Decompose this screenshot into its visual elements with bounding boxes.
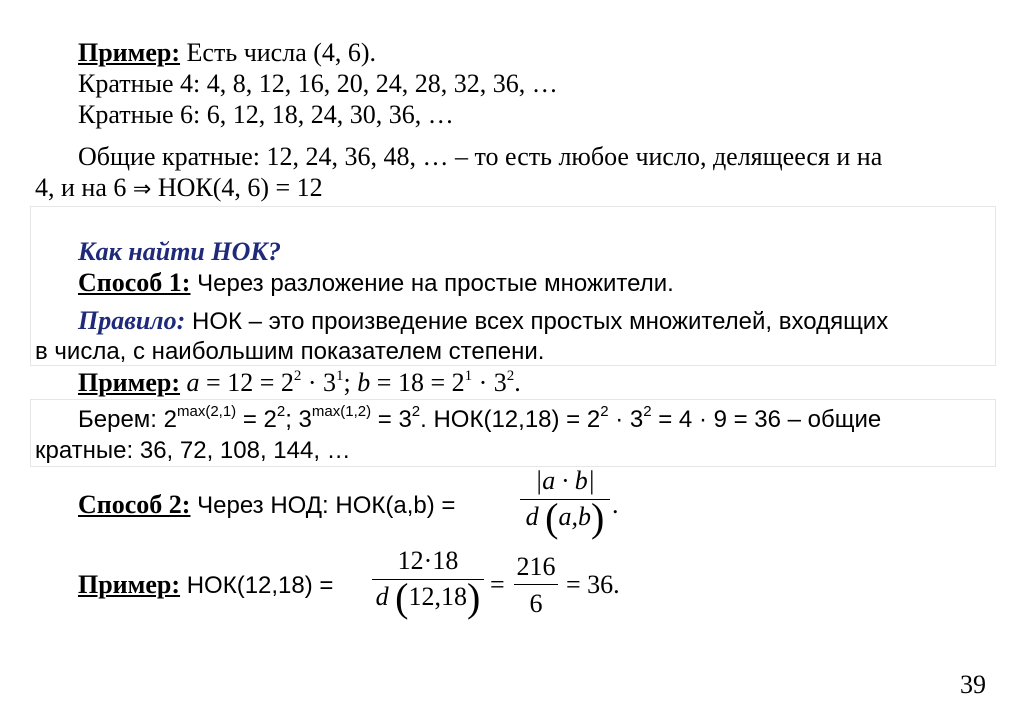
multiples-4-line: Кратные 4: 4, 8, 12, 16, 20, 24, 28, 32, 36, … (78, 69, 558, 98)
method2-fraction (520, 466, 610, 540)
how-to-find-title: Как найти НОК? (78, 237, 282, 266)
method2-numerator: |a · b| (535, 466, 595, 495)
example-3-line: Пример: НОК(12,18) = (78, 570, 334, 599)
example-line-1: Пример: Есть числа (4, 6). (78, 38, 377, 67)
example3-fraction (372, 546, 484, 620)
rule-line-2: в числа, с наибольшим показателем степени. (35, 338, 545, 365)
implies-icon: ⇒ (132, 177, 152, 202)
rule-line: Правило: НОК – это произведение всех простых множителей, входящих (78, 306, 889, 335)
multiples-6-line: Кратные 6: 6, 12, 18, 24, 30, 36, … (78, 100, 454, 129)
example3-result: = 36. (566, 570, 620, 599)
method2-line: Способ 2: Через НОД: НОК(a,b) = (78, 490, 456, 519)
method2-denominator: d (a,b) (525, 495, 605, 540)
example3-fraction-2: 216 6 (514, 552, 558, 618)
take-line-2: кратные: 36, 72, 108, 144, … (35, 437, 351, 464)
method2-period: . (612, 490, 619, 519)
common-multiples-line: Общие кратные: 12, 24, 36, 48, … – то есть любое число, делящееся и на (78, 142, 883, 171)
take-line: Берем: $2^{max(2,1)} = 2^2$; $3^{max(1,2)} = 3^2$. $НОК(12,18) = 2^2 \cdot 3^2 = 4 \cdot 9 = 36$ – общие (78, 403, 882, 433)
example-2-line: Пример: $a = 12 = 2^2 \cdot 3^1$; $b = 18 = 2^1 \cdot 3^2$. (78, 368, 521, 397)
lcm-4-6-line: 4, и на 6 ⇒ НОК(4, 6) = 12 (35, 173, 323, 202)
example3-numerator: 12·18 (397, 546, 459, 575)
method1-line: Способ 1: Через разложение на простые множители. (78, 268, 674, 297)
example-label: Пример: (78, 38, 181, 67)
example3-equals: = (490, 570, 505, 599)
page-number: 39 (960, 670, 986, 699)
example3-denominator: d (12,18) (375, 575, 481, 620)
